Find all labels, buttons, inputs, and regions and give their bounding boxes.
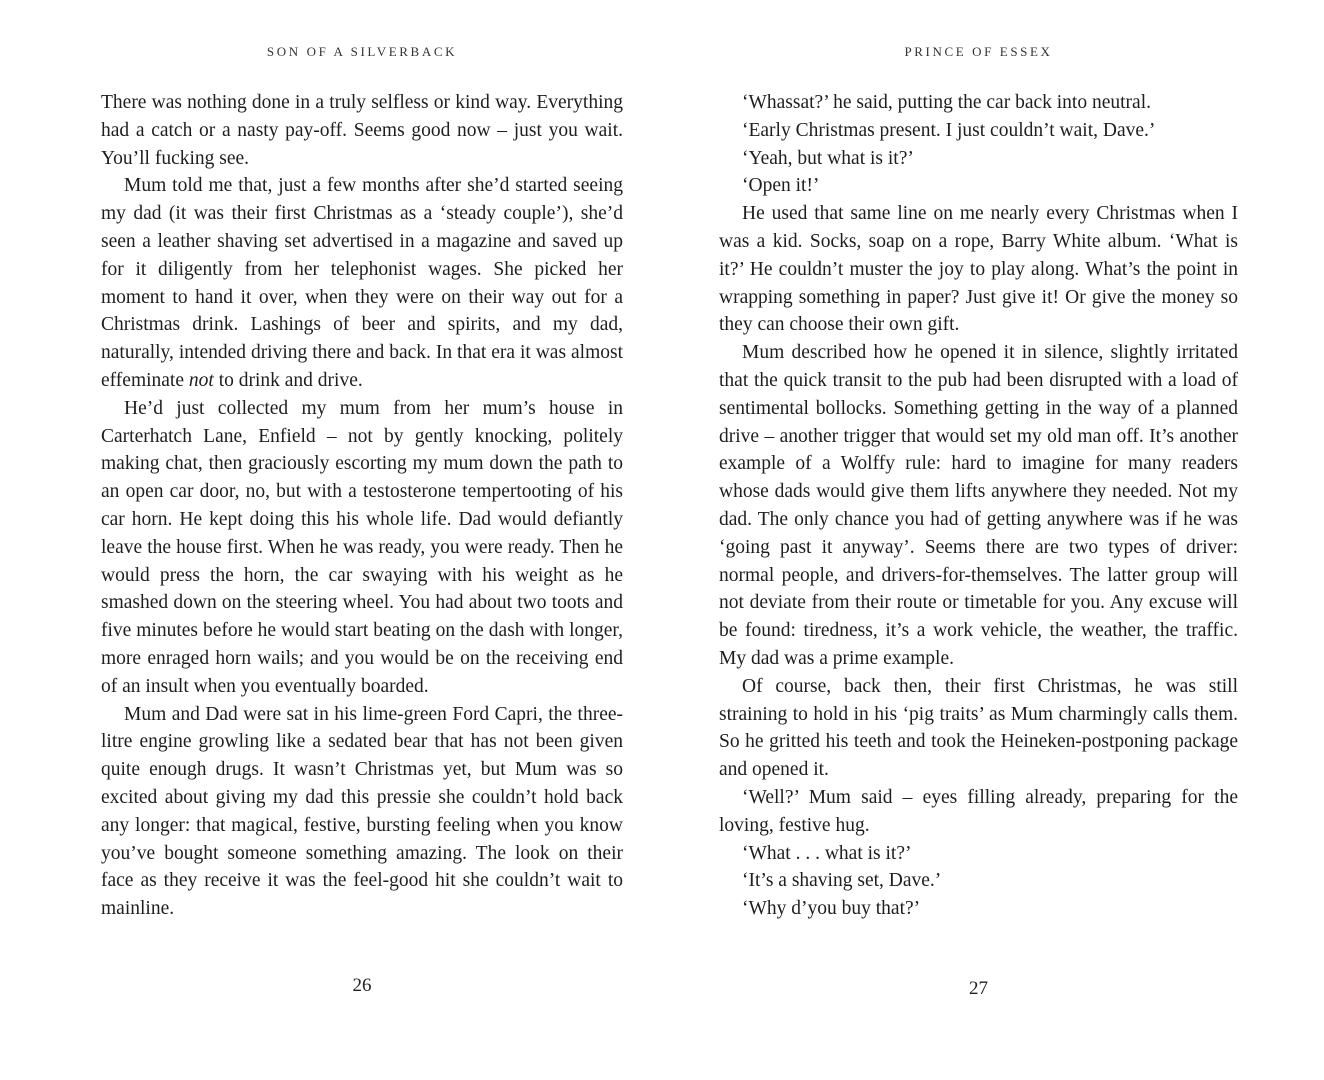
paragraph: ‘Yeah, but what is it?’ <box>742 147 914 169</box>
paragraph: Of course, back then, their first Christmas, he was still straining to hold in his ‘pig traits’ as Mum charmingly calls them. So he gritted his teeth and took the Heineken-postponing package and opened it. <box>719 675 1238 781</box>
right-page-body <box>719 89 1238 923</box>
paragraph: Mum and Dad were sat in his lime-green Ford Capri, the three-litre engine growling like a sedated bear that has not been given quite enough drugs. It wasn’t Christmas yet, but Mum was so excited about giving my dad this pressie she couldn’t hold back any longer: that magical, festive, bursting feeling when you know you’ve bought someone something amazing. The look on their face as they receive it was the feel-good hit she couldn’t wait to mainline. <box>101 703 623 920</box>
paragraph: ‘Early Christmas present. I just couldn’t wait, Dave.’ <box>742 119 1156 141</box>
paragraph: Mum described how he opened it in silence, slightly irritated that the quick transit to the pub had been disrupted with a load of sentimental bollocks. Something getting in the way of a planned drive – another trigger that would set my old man off. It’s another example of a Wolffy rule: hard to imagine for many readers whose dads would give them lifts anywhere they needed. Not my dad. The only chance you had of getting anywhere was if he was ‘going past it anyway’. Seems there are two types of driver: normal people, and drivers-for-themselves. The latter group will not deviate from their route or timetable for you. Any excuse will be found: tiredness, it’s a work vehicle, the weather, the traffic. My dad was a prime example. <box>719 342 1238 669</box>
paragraph <box>101 172 623 394</box>
paragraph: He used that same line on me nearly every Christmas when I was a kid. Socks, soap on a rope, Barry White album. ‘What is it?’ He couldn’t muster the joy to play along. What’s the point in wrapping something in paper? Just give it! Or give the money so they can choose their own gift. <box>719 203 1238 336</box>
paragraph: ‘Open it!’ <box>742 175 820 197</box>
left-page-body <box>101 89 623 923</box>
paragraph-text: to drink and drive. <box>213 369 363 391</box>
paragraph: ‘Why d’you buy that?’ <box>742 898 921 920</box>
left-page <box>101 0 623 1080</box>
paragraph: ‘Well?’ Mum said – eyes filling already, preparing for the loving, festive hug. <box>719 786 1238 836</box>
paragraph: ‘What . . . what is it?’ <box>742 842 912 864</box>
running-head-left: SON OF A SILVERBACK <box>266 44 458 59</box>
right-page <box>719 0 1238 1080</box>
paragraph: ‘Whassat?’ he said, putting the car back into neutral. <box>742 92 1151 113</box>
running-head-right: PRINCE OF ESSEX <box>904 44 1053 59</box>
page-number-right: 27 <box>969 978 988 999</box>
paragraph: ‘It’s a shaving set, Dave.’ <box>742 870 942 892</box>
emphasis-text: not <box>188 369 214 391</box>
paragraph: There was nothing done in a truly selfless or kind way. Everything had a catch or a nasty pay-off. Seems good now – just you wait. You’ll fucking see. <box>101 92 623 169</box>
paragraph-text: Mum told me that, just a few months after she’d started seeing my dad (it was their first Christmas as a ‘steady couple’), she’d seen a leather shaving set advertised in a magazine and saved up for it diligently from her telephonist wages. She picked her moment to hand it over, when they were on their way out for a Christmas drink. Lashings of beer and spirits, and my dad, naturally, intended driving there and back. In that era it was almost effeminate <box>101 175 623 391</box>
paragraph: He’d just collected my mum from her mum’s house in Carterhatch Lane, Enfield – not by gently knocking, politely making chat, then graciously escorting my mum down the path to an open car door, no, but with a testosterone tempertooting of his car horn. He kept doing this his whole life. Dad would defiantly leave the house first. When he was ready, you were ready. Then he would press the horn, the car swaying with his weight as he smashed down on the steering wheel. You had about two toots and five minutes before he would start beating on the dash with longer, more enraged horn wails; and you would be on the receiving end of an insult when you eventually boarded. <box>101 397 623 697</box>
page-number-left: 26 <box>352 975 372 996</box>
